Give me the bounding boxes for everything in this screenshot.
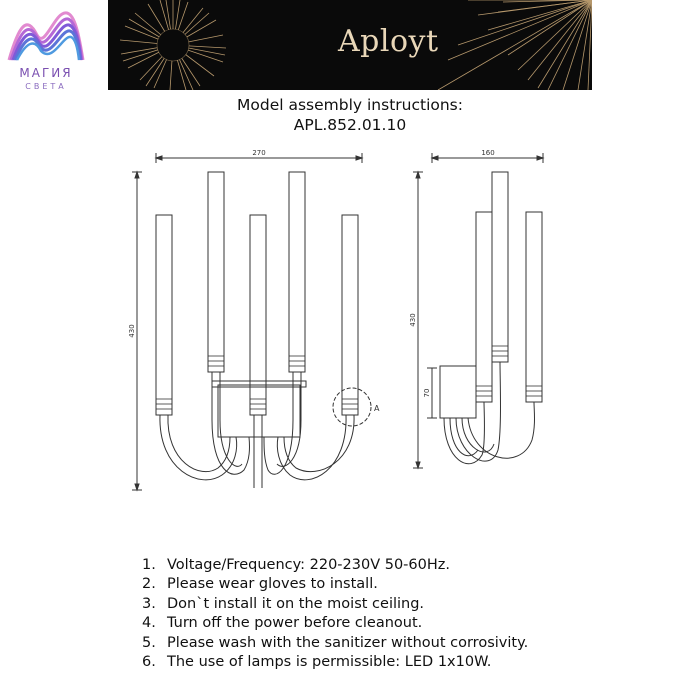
side-mount-box (440, 366, 476, 418)
instruction-number: 2. (142, 576, 156, 593)
technical-drawing (0, 140, 700, 560)
instruction-text: The use of lamps is permissible: LED 1x10W. (167, 654, 492, 671)
instruction-text: Don`t install it on the moist ceiling. (167, 595, 425, 612)
instruction-item (142, 653, 528, 672)
model-number: APL.852.01.10 (293, 116, 407, 134)
wave-logo-icon (5, 5, 87, 65)
front-height-label: 430 (128, 324, 136, 338)
instruction-item (142, 575, 528, 594)
page-title: Model assembly instructions: (237, 96, 463, 114)
instruction-number: 4. (142, 615, 156, 632)
instruction-item (142, 634, 528, 653)
front-mount-plate (212, 381, 306, 387)
magiya-sveta-logo (0, 0, 100, 100)
logo-sub-text: СВЕТА (25, 82, 67, 91)
front-arms (160, 372, 354, 488)
instruction-item (142, 556, 528, 575)
instruction-text: Please wear gloves to install. (167, 576, 378, 593)
instructions-list (142, 556, 528, 672)
side-height-label: 430 (409, 313, 417, 327)
logo-main-text: МАГИЯ (19, 66, 73, 80)
side-tubes (476, 172, 542, 402)
side-width-label: 160 (481, 149, 495, 157)
detail-circle-a (333, 388, 371, 426)
front-tubes (156, 172, 358, 415)
brand-banner (108, 0, 592, 90)
side-arms (444, 362, 535, 464)
side-mount-label: 70 (423, 388, 431, 398)
instruction-text: Turn off the power before cleanout. (167, 615, 423, 632)
brand-name: Aployt (338, 24, 439, 59)
detail-label-a: A (374, 404, 380, 413)
instruction-item (142, 614, 528, 633)
instruction-number: 3. (142, 595, 156, 612)
instruction-item (142, 595, 528, 614)
front-mount-box (218, 385, 300, 437)
instruction-number: 1. (142, 557, 156, 573)
instruction-number: 5. (142, 634, 156, 651)
instruction-text: Please wash with the sanitizer without corrosivity. (167, 634, 529, 651)
instruction-number: 6. (142, 654, 156, 671)
front-width-label: 270 (252, 149, 266, 157)
instruction-text: Voltage/Frequency: 220-230V 50-60Hz. (167, 557, 450, 573)
